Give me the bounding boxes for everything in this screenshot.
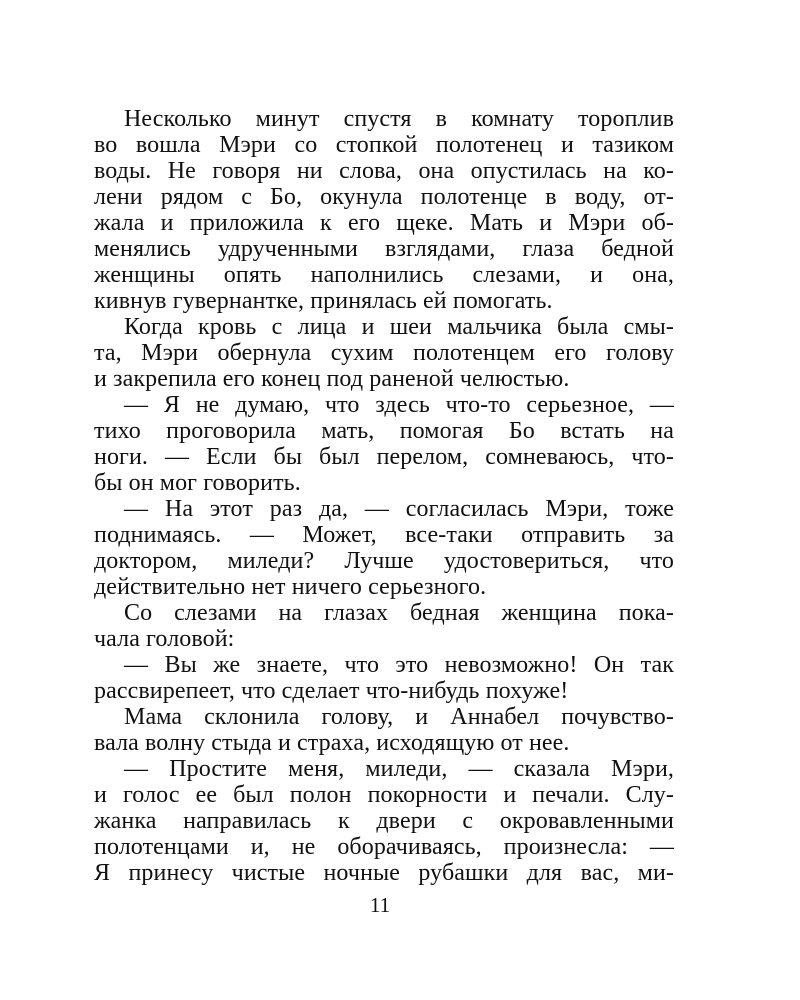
text-line: лени рядом с Бо, окунула полотенце в воду, от- (94, 184, 674, 210)
text-line: — Простите меня, миледи, — сказала Мэри, (124, 756, 674, 782)
text-line: Со слезами на глазах бедная женщина пока- (124, 600, 674, 626)
text-line: рассвирепеет, что сделает что-нибудь похуже! (94, 678, 569, 704)
text-line: и закрепила его конец под раненой челюстью. (94, 366, 570, 392)
text-line: Несколько минут спустя в комнату тороплив (124, 106, 674, 132)
text-line: — Вы же знаете, что это невозможно! Он так (124, 652, 674, 678)
text-line: бы он мог говорить. (94, 470, 301, 496)
text-line: менялись удрученными взглядами, глаза бедной (94, 236, 674, 262)
text-line: женщины опять наполнились слезами, и она, (94, 262, 674, 288)
text-line: доктором, миледи? Лучше удостовериться, что (94, 548, 674, 574)
text-line: вала волну стыда и страха, исходящую от нее. (94, 730, 570, 756)
text-line: — На этот раз да, — согласилась Мэри, тоже (124, 496, 674, 522)
text-line: Мама склонила голову, и Аннабел почувство- (124, 704, 674, 730)
text-line: во вошла Мэри со стопкой полотенец и тазиком (94, 132, 674, 158)
text-line: чала головой: (94, 626, 235, 652)
text-line: действительно нет ничего серьезного. (94, 574, 487, 600)
text-line: полотенцами и, не оборачиваясь, произнесла: — (94, 834, 674, 860)
text-line: — Я не думаю, что здесь что-то серьезное, — (124, 392, 674, 418)
page-number: 11 (369, 893, 391, 917)
text-line: жала и приложила к его щеке. Мать и Мэри об- (94, 210, 674, 236)
text-line: поднимаясь. — Может, все-таки отправить за (94, 522, 674, 548)
text-line: жанка направилась к двери с окровавленными (94, 808, 674, 834)
text-line: воды. Не говоря ни слова, она опустилась на ко- (94, 158, 674, 184)
text-line: Я принесу чистые ночные рубашки для вас, ми- (94, 860, 674, 886)
text-line: кивнув гувернантке, принялась ей помогать. (94, 288, 553, 314)
text-line: тихо проговорила мать, помогая Бо встать на (94, 418, 674, 444)
text-line: ноги. — Если бы был перелом, сомневаюсь, что- (94, 444, 674, 470)
text-line: та, Мэри обернула сухим полотенцем его голову (94, 340, 674, 366)
text-line: Когда кровь с лица и шеи мальчика была смы- (124, 314, 674, 340)
body-text (94, 106, 674, 886)
text-line: и голос ее был полон покорности и печали. Слу- (94, 782, 674, 808)
